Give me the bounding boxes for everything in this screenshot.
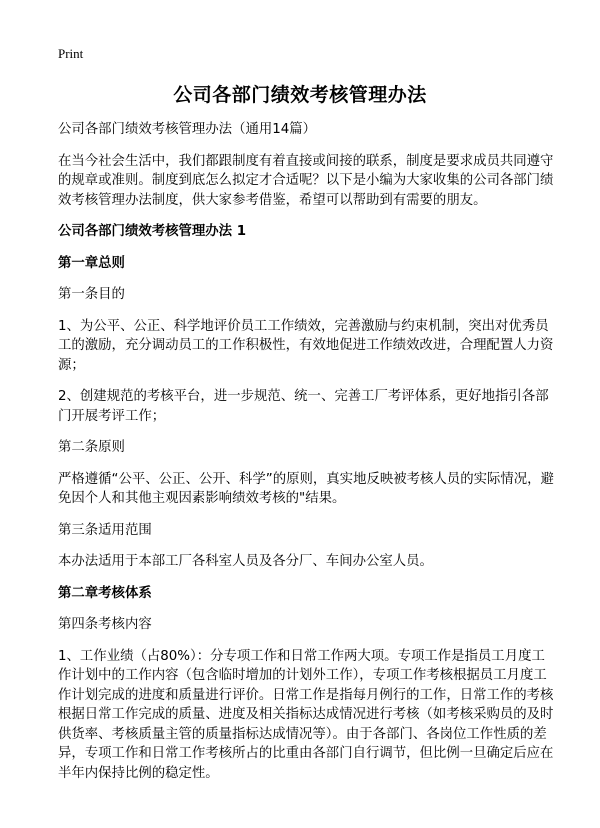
print-link[interactable]: Print	[58, 46, 84, 61]
article-paragraph: 本办法适用于本部工厂各科室人员及各分厂、车间办公室人员。	[58, 554, 433, 569]
chapter-heading: 第一章总则	[58, 255, 125, 271]
article-paragraph: 严格遵循“公平、公正、公开、科学”的原则，真实地反映被考核人员的实际情况，避免因个人和其他主观因素影响绩效考核的"结果。	[58, 471, 554, 506]
article-heading: 第三条适用范围	[58, 522, 152, 538]
document-subtitle: 公司各部门绩效考核管理办法（通用14篇）	[58, 122, 317, 137]
document-body	[58, 120, 558, 795]
article-paragraph: 1、为公平、公正、科学地评价员工工作绩效，完善激励与约束机制，突出对优秀员工的激励，充分调动员工的工作积极性，有效地促进工作绩效改进，合理配置人力资源；	[58, 318, 554, 373]
chapter-heading: 第二章考核体系	[58, 585, 152, 601]
article-paragraph: 2、创建规范的考核平台，进一步规范、统一、完善工厂考评体系，更好地指引各部门开展考评工作；	[58, 389, 549, 424]
article-heading: 第二条原则	[58, 440, 125, 455]
intro-paragraph: 在当今社会生活中，我们都跟制度有着直接或间接的联系，制度是要求成员共同遵守的规章或准则。制度到底怎么拟定才合适呢？以下是小编为大家收集的公司各部门绩效考核管理办法制度，供大家参考借鉴，希望可以帮助到有需要的朋友。	[58, 153, 554, 208]
article-paragraph: 1、工作业绩（占80%）：分专项工作和日常工作两大项。专项工作是指员工月度工作计划中的工作内容（包含临时增加的计划外工作），专项工作考核根据员工月度工作计划完成的进度和质量进行评价。日常工作是指每月例行的工作，日常工作的考核根据日常工作完成的质量、进度及相关指标达成情况进行考核（如考核采购员的及时供货率、考核质量主管的质量指标达成情况等）。由于各部门、各岗位工作性质的差异，专项工作和日常工作考核所占的比重由各部门自行调节，但比例一旦确定后应在半年内保持比例的稳定性。	[58, 648, 554, 781]
article-heading: 第一条目的	[58, 287, 125, 302]
article-heading: 第四条考核内容	[58, 617, 152, 632]
section-heading: 公司各部门绩效考核管理办法 1	[58, 224, 247, 239]
document-title: 公司各部门绩效考核管理办法	[173, 84, 427, 106]
